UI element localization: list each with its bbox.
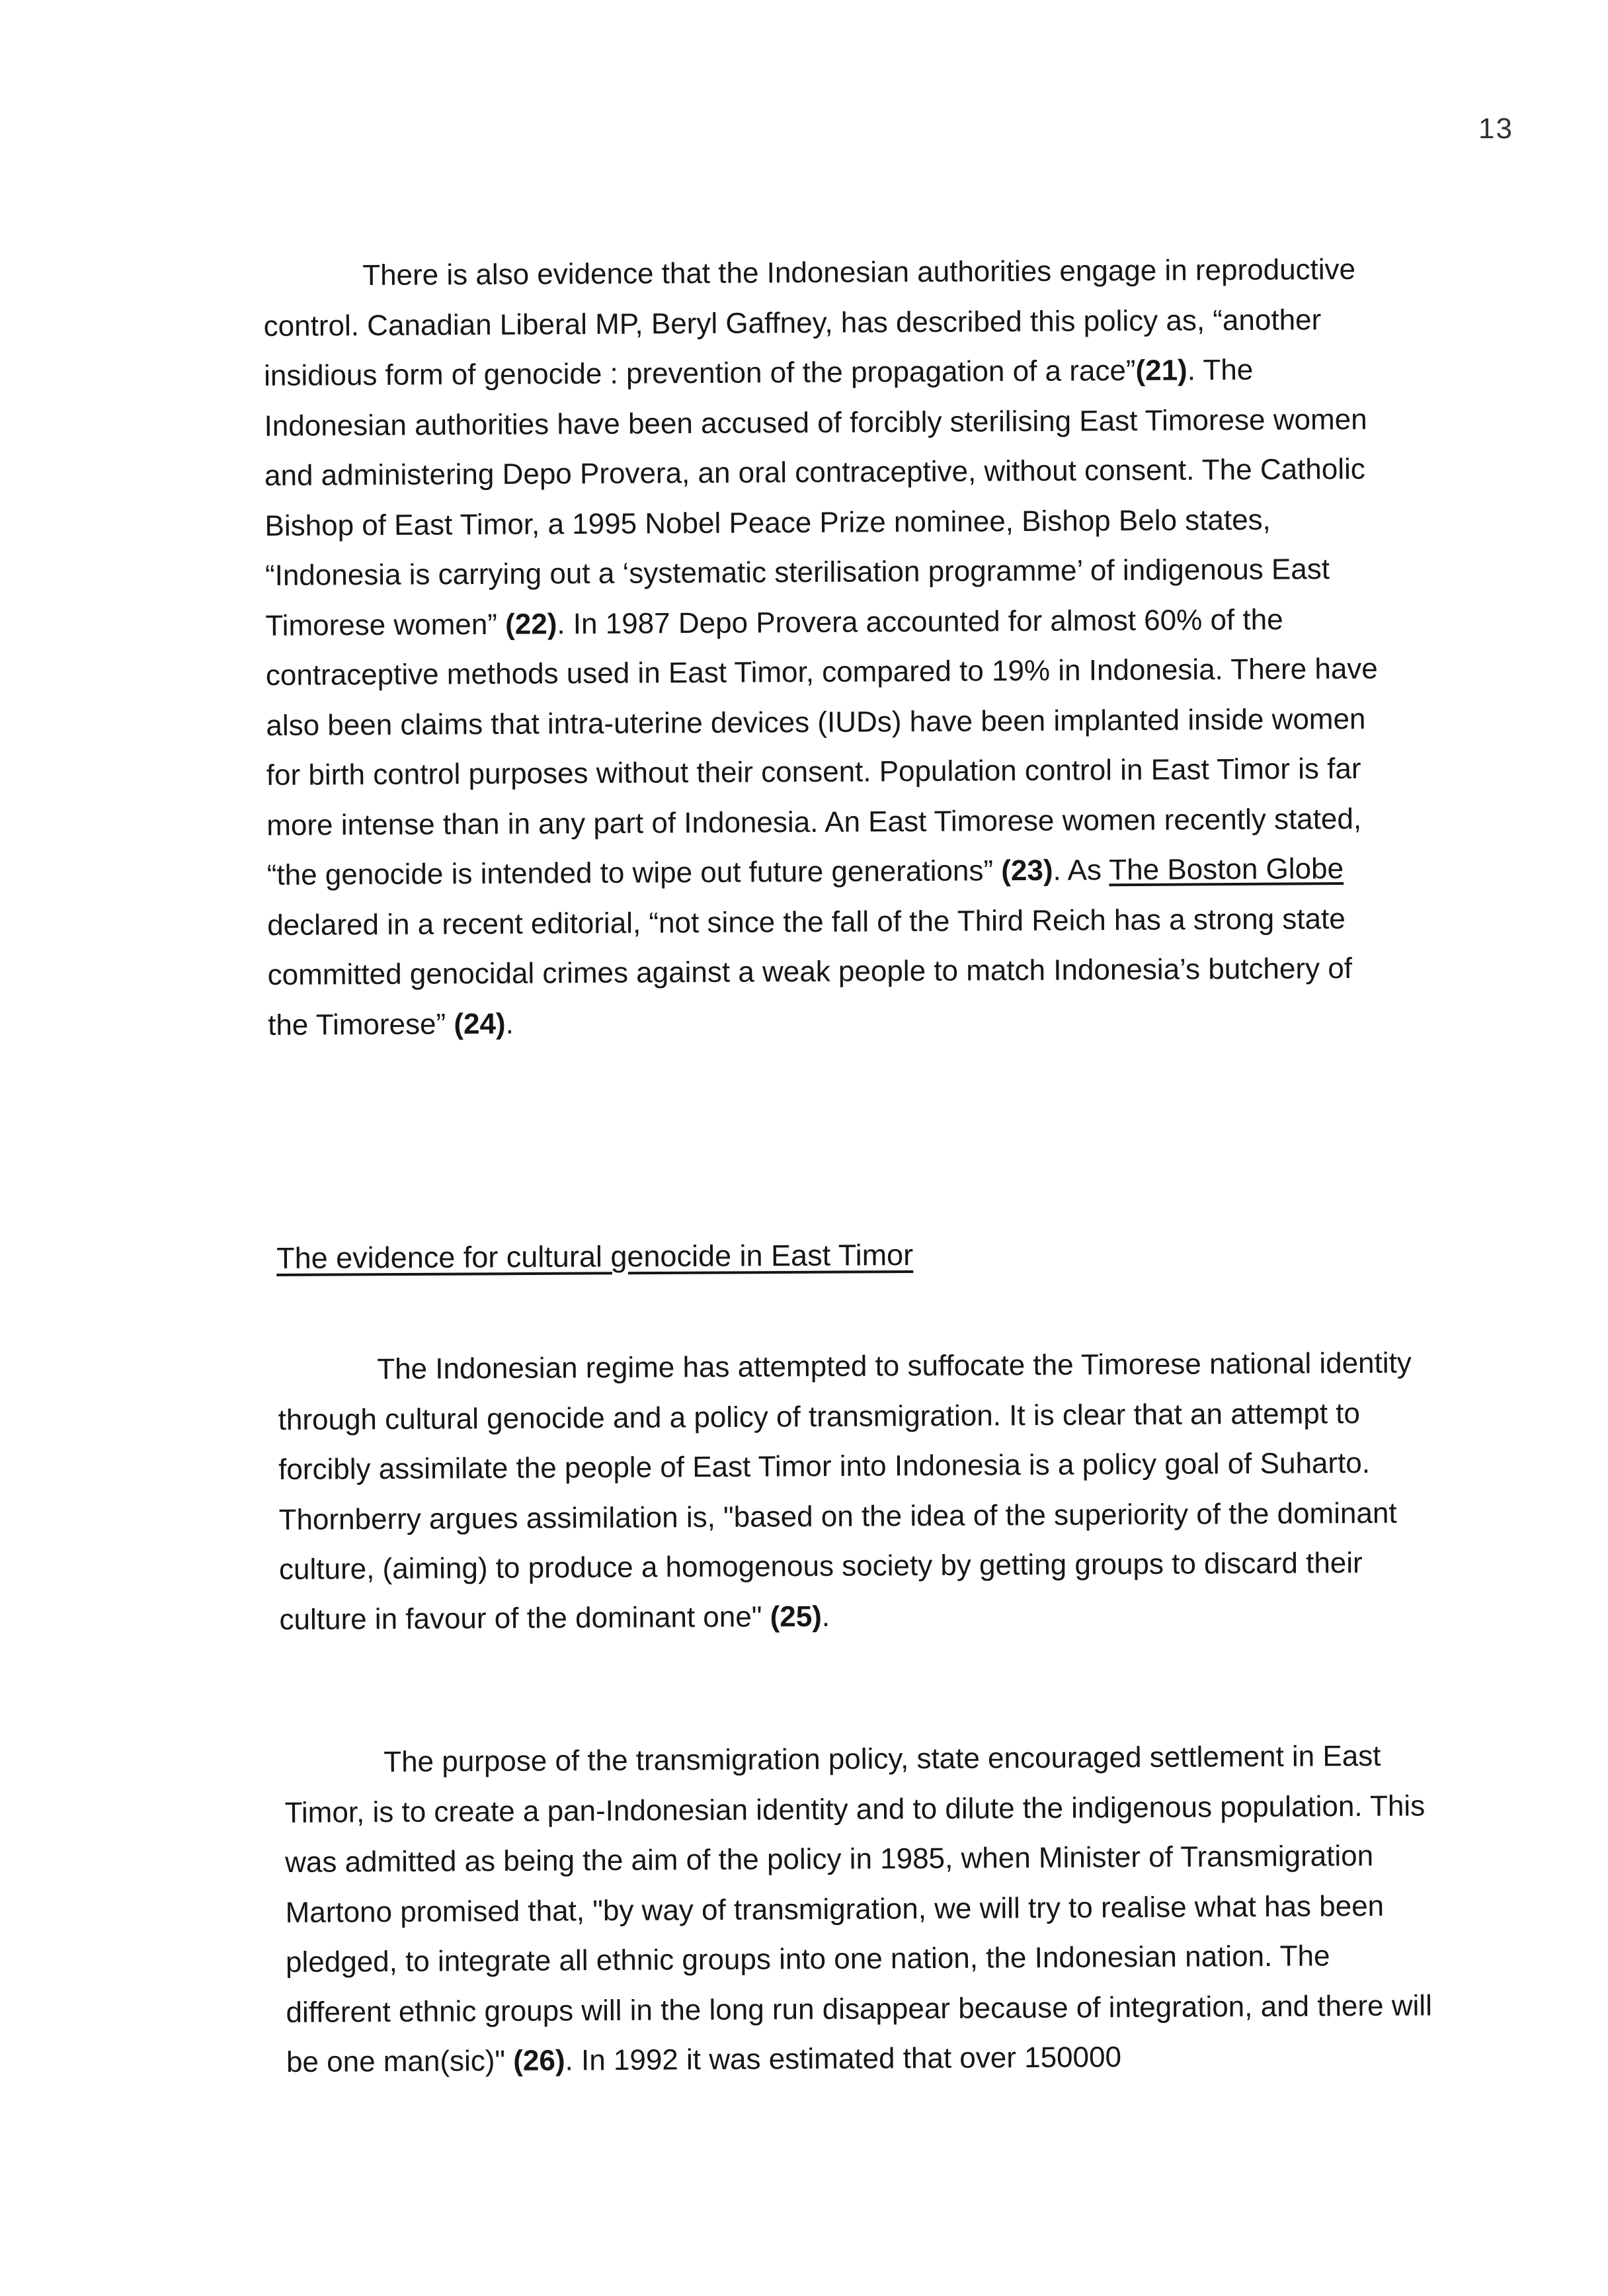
citation-24: (24) <box>454 1007 506 1040</box>
publication-title: The Boston Globe <box>1109 852 1344 887</box>
text-run: . In 1987 Depo Provera accounted for almost 60% of the contraceptive methods used in East Timor, compared to 19% in Indonesia. There have also been claims that intra-uterine devices (IUDs) have been implanted inside women for birth control purposes without their consent. Population control in East Timor is far more intense than in any part of Indonesia. An East Timorese women recently stated, “the genocide is intended to wipe out future generations” <box>265 603 1378 891</box>
text-run: There is also evidence that the Indonesian authorities engage in reproductive control. Canadian Liberal MP, Beryl Gaffney, has described this policy as, “another insidious form of genocide : prevention of the propagation of a race” <box>263 253 1356 392</box>
paragraph-transmigration <box>284 1731 1437 2087</box>
paragraph-text <box>284 1731 1437 2087</box>
page-number: 13 <box>1478 112 1513 145</box>
citation-23: (23) <box>1001 854 1053 887</box>
text-run: declared in a recent editorial, “not since the fall of the Third Reich has a strong state committed genocidal crimes against a weak people to match Indonesia’s butchery of the Timorese” <box>267 902 1353 1042</box>
paragraph-text <box>278 1338 1417 1644</box>
paragraph-cultural-genocide <box>278 1338 1417 1644</box>
citation-22: (22) <box>504 607 557 641</box>
citation-25: (25) <box>770 1600 822 1633</box>
text-run: . The Indonesian authorities have been accused of forcibly sterilising East Timorese women and administering Depo Provera, an oral contraceptive, without consent. The Catholic Bishop of East Timor, a 1995 Nobel Peace Prize nominee, Bishop Belo states, “Indonesia is carrying out a ‘systematic sterilisation programme’ of indigenous East Timorese women” <box>264 353 1367 642</box>
text-run: . As <box>1053 854 1109 887</box>
text-run: . In 1992 it was estimated that over 150000 <box>565 2041 1122 2077</box>
citation-26: (26) <box>513 2044 565 2077</box>
paragraph-reproductive-control <box>263 245 1392 1050</box>
section-heading: The evidence for cultural genocide in East Timor <box>276 1237 914 1275</box>
text-run: The purpose of the transmigration policy, state encouraged settlement in East Timor, is to create a pan-Indonesian identity and to dilute the indigenous population. This was admitted as being the aim of the policy in 1985, when Minister of Transmigration Martono promised that, "by way of transmigration, we will try to realise what has been pledged, to integrate all ethnic groups into one nation, the Indonesian nation. The different ethnic groups will in the long run disappear because of integration, and there will be one man(sic)" <box>284 1739 1433 2078</box>
text-run: . <box>821 1600 830 1633</box>
text-run: . <box>505 1007 514 1040</box>
citation-21: (21) <box>1135 354 1187 387</box>
text-run: The Indonesian regime has attempted to suffocate the Timorese national identity through cultural genocide and a policy of transmigration. It is clear that an attempt to forcibly assimilate the people of East Timor into Indonesia is a policy goal of Suharto. Thornberry argues assimilation is, "based on the idea of the superiority of the dominant culture, (aiming) to produce a homogenous society by getting groups to discard their culture in favour of the dominant one" <box>278 1346 1412 1636</box>
paragraph-text <box>263 245 1392 1050</box>
